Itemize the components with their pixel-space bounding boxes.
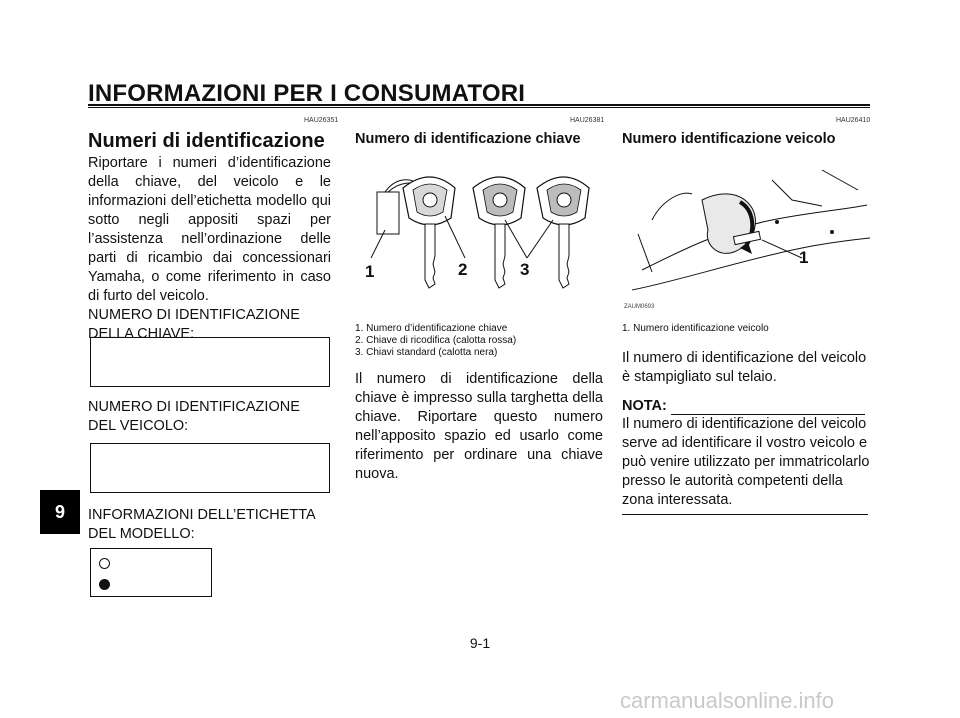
vehicle-label-wrap (88, 398, 331, 436)
vehicle-number-label: NUMERO DI IDENTIFICAZIONE DEL VEICOLO: (88, 399, 300, 434)
frame-illustration (622, 160, 870, 310)
note-body: Il numero di identificazione del veicolo serve ad identificare il vostro veicolo e può venire utilizzato per immatricolarlo presso le autorità competenti della zona interessata. (622, 416, 870, 508)
section1-code: HAU26351 (304, 117, 339, 124)
model-label-box (90, 548, 212, 597)
section2-captions (355, 323, 603, 484)
section3-code: HAU26410 (836, 117, 871, 124)
key-number-label: NUMERO DI IDENTIFICAZIONE DELLA CHIAVE: (88, 307, 300, 342)
section2-code: HAU26381 (570, 117, 605, 124)
caption-recode-key: 2. Chiave di ricodifica (calotta rossa) (355, 335, 517, 346)
section1-title: Numeri di identificazione (88, 130, 325, 152)
model-label-wrap (88, 506, 331, 544)
page-number: 9-1 (469, 635, 491, 651)
key-recode-red (403, 177, 455, 288)
section2-column (355, 130, 603, 148)
section1-column (88, 130, 331, 344)
callout-2: 2 (458, 260, 468, 279)
section3-title: Numero identificazione veicolo (622, 131, 836, 147)
section3-body: Il numero di identificazione del veicolo è stampigliato sul telaio. (622, 350, 867, 385)
figure-code: ZAUM0693 (624, 304, 655, 310)
key-standard-black-1 (473, 177, 525, 288)
section2-body: Il numero di identificazione della chiave è impresso sulla targhetta della chiave. Riportare questo numero nell’apposito spazio ed usarlo come riferimento per ordinare una chiave nuova. (355, 371, 603, 482)
header-rule (88, 104, 870, 108)
filled-circle-icon (99, 579, 110, 590)
section3-text (622, 323, 870, 515)
caption-standard-keys: 3. Chiavi standard (calotta nera) (355, 347, 498, 358)
key-tag (377, 192, 399, 234)
section2-title: Numero di identificazione chiave (355, 131, 581, 147)
note-heading (622, 397, 870, 415)
vehicle-callout-1: 1 (799, 248, 809, 267)
callout-3: 3 (520, 260, 530, 279)
callout-1: 1 (365, 262, 375, 281)
section1-body: Riportare i numeri d’identificazione della chiave, del veicolo e le informazioni dell’etichetta modello qui sotto negli appositi spazi per l’assistenza nell’ordinazione delle parti di ricambio dai concessionari Yamaha, o come riferimento in caso di furto del veicolo. (88, 155, 331, 304)
chapter-tab: 9 (40, 490, 80, 534)
model-label-text: INFORMAZIONI DELL’ETICHETTA DEL MODELLO: (88, 507, 315, 542)
note-label: NOTA: (622, 398, 667, 414)
vehicle-number-box (90, 443, 330, 493)
caption-key-number: 1. Numero d’identificazione chiave (355, 323, 508, 334)
watermark: carmanualsonline.info (620, 688, 835, 713)
page-header: INFORMAZIONI PER I CONSUMATORI (88, 80, 526, 107)
key-number-box (90, 337, 330, 387)
empty-circle-icon (99, 558, 110, 569)
keys-illustration (355, 160, 603, 320)
note-end-rule (622, 514, 868, 515)
section3-column (622, 130, 870, 148)
caption-vehicle-number: 1. Numero identificazione veicolo (622, 323, 769, 334)
